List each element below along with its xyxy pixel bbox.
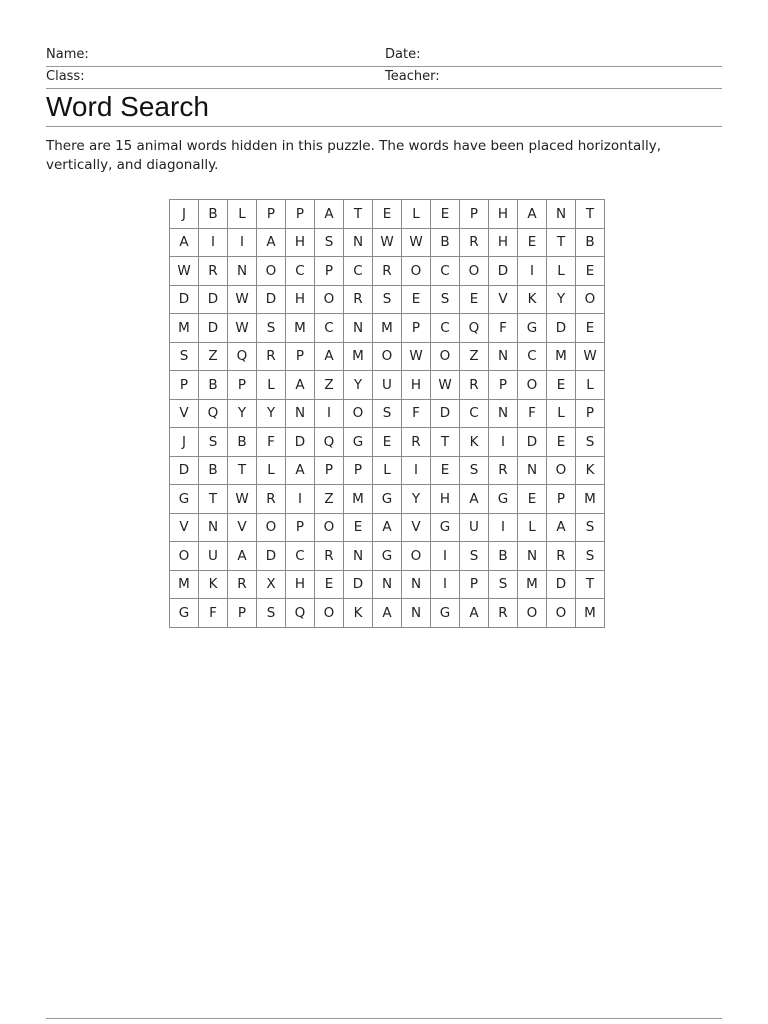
grid-cell: R — [199, 257, 228, 286]
grid-row — [170, 485, 605, 514]
grid-cell: T — [431, 428, 460, 457]
title-divider — [46, 126, 722, 127]
grid-cell: P — [402, 314, 431, 343]
grid-cell: P — [489, 371, 518, 400]
grid-cell: R — [344, 285, 373, 314]
grid-cell: O — [257, 513, 286, 542]
grid-row — [170, 200, 605, 229]
grid-cell: N — [547, 200, 576, 229]
grid-cell: H — [402, 371, 431, 400]
grid-cell: P — [257, 200, 286, 229]
grid-cell: U — [460, 513, 489, 542]
grid-cell: E — [547, 371, 576, 400]
grid-cell: G — [170, 599, 199, 628]
grid-cell: O — [547, 599, 576, 628]
grid-cell: K — [344, 599, 373, 628]
grid-cell: M — [518, 570, 547, 599]
grid-cell: N — [199, 513, 228, 542]
grid-cell: I — [431, 542, 460, 571]
grid-cell: C — [344, 257, 373, 286]
grid-cell: H — [489, 228, 518, 257]
grid-cell: G — [344, 428, 373, 457]
grid-cell: D — [170, 456, 199, 485]
grid-row — [170, 428, 605, 457]
grid-cell: T — [576, 570, 605, 599]
grid-cell: N — [402, 570, 431, 599]
grid-cell: D — [199, 285, 228, 314]
grid-cell: W — [170, 257, 199, 286]
grid-cell: V — [228, 513, 257, 542]
grid-cell: M — [170, 314, 199, 343]
grid-cell: S — [199, 428, 228, 457]
grid-cell: E — [402, 285, 431, 314]
grid-cell: P — [344, 456, 373, 485]
instructions-text: There are 15 animal words hidden in this puzzle. The words have been placed horizontally, vertically, and diagonally. — [46, 138, 662, 173]
grid-cell: O — [518, 371, 547, 400]
grid-cell: M — [576, 485, 605, 514]
grid-cell: Q — [199, 399, 228, 428]
grid-cell: R — [315, 542, 344, 571]
grid-cell: Q — [315, 428, 344, 457]
grid-row — [170, 371, 605, 400]
grid-cell: T — [199, 485, 228, 514]
grid-cell: D — [199, 314, 228, 343]
grid-cell: E — [431, 200, 460, 229]
grid-cell: B — [431, 228, 460, 257]
grid-cell: B — [228, 428, 257, 457]
grid-cell: A — [547, 513, 576, 542]
grid-cell: R — [489, 456, 518, 485]
date-label: Date: — [385, 47, 421, 62]
grid-row — [170, 570, 605, 599]
grid-row — [170, 285, 605, 314]
grid-cell: E — [373, 200, 402, 229]
grid-cell: O — [170, 542, 199, 571]
grid-cell: O — [315, 285, 344, 314]
grid-cell: U — [199, 542, 228, 571]
grid-cell: C — [286, 542, 315, 571]
grid-cell: T — [576, 200, 605, 229]
grid-cell: V — [489, 285, 518, 314]
grid-row — [170, 342, 605, 371]
grid-row — [170, 513, 605, 542]
grid-cell: K — [576, 456, 605, 485]
grid-cell: P — [170, 371, 199, 400]
grid-cell: R — [489, 599, 518, 628]
grid-cell: L — [373, 456, 402, 485]
grid-cell: S — [431, 285, 460, 314]
grid-cell: S — [576, 513, 605, 542]
grid-cell: M — [547, 342, 576, 371]
grid-cell: N — [344, 314, 373, 343]
grid-cell: C — [518, 342, 547, 371]
teacher-label: Teacher: — [385, 69, 440, 84]
grid-cell: P — [286, 342, 315, 371]
grid-cell: K — [199, 570, 228, 599]
grid-cell: M — [286, 314, 315, 343]
grid-cell: I — [402, 456, 431, 485]
class-label: Class: — [46, 69, 85, 84]
class-teacher-row — [46, 66, 722, 89]
grid-cell: K — [460, 428, 489, 457]
grid-cell: L — [228, 200, 257, 229]
grid-cell: C — [315, 314, 344, 343]
grid-cell: V — [170, 399, 199, 428]
grid-cell: D — [170, 285, 199, 314]
name-date-row — [46, 44, 722, 67]
grid-cell: P — [547, 485, 576, 514]
grid-cell: Z — [460, 342, 489, 371]
grid-cell: W — [576, 342, 605, 371]
grid-cell: O — [547, 456, 576, 485]
grid-cell: D — [286, 428, 315, 457]
grid-cell: O — [402, 542, 431, 571]
grid-cell: S — [373, 285, 402, 314]
grid-cell: A — [373, 513, 402, 542]
grid-cell: O — [373, 342, 402, 371]
grid-cell: A — [286, 371, 315, 400]
grid-cell: H — [286, 570, 315, 599]
grid-cell: Q — [286, 599, 315, 628]
grid-cell: S — [489, 570, 518, 599]
grid-cell: A — [315, 200, 344, 229]
grid-cell: Y — [344, 371, 373, 400]
grid-row — [170, 456, 605, 485]
grid-cell: X — [257, 570, 286, 599]
grid-cell: G — [431, 599, 460, 628]
grid-cell: S — [170, 342, 199, 371]
grid-cell: J — [170, 200, 199, 229]
grid-cell: W — [431, 371, 460, 400]
grid-cell: G — [170, 485, 199, 514]
grid-cell: A — [286, 456, 315, 485]
grid-cell: R — [402, 428, 431, 457]
grid-cell: E — [373, 428, 402, 457]
grid-cell: I — [489, 513, 518, 542]
grid-cell: E — [431, 456, 460, 485]
grid-cell: I — [199, 228, 228, 257]
grid-cell: E — [518, 228, 547, 257]
grid-cell: Z — [315, 485, 344, 514]
grid-cell: E — [576, 314, 605, 343]
grid-cell: R — [547, 542, 576, 571]
grid-cell: P — [228, 599, 257, 628]
grid-cell: N — [286, 399, 315, 428]
grid-cell: N — [344, 542, 373, 571]
grid-cell: G — [373, 542, 402, 571]
grid-cell: C — [286, 257, 315, 286]
grid-cell: Q — [228, 342, 257, 371]
grid-cell: Y — [228, 399, 257, 428]
grid-cell: Z — [315, 371, 344, 400]
grid-cell: W — [373, 228, 402, 257]
grid-cell: L — [257, 371, 286, 400]
grid-cell: C — [431, 257, 460, 286]
grid-cell: F — [489, 314, 518, 343]
grid-cell: R — [228, 570, 257, 599]
grid-cell: D — [489, 257, 518, 286]
grid-cell: P — [460, 200, 489, 229]
grid-cell: P — [315, 257, 344, 286]
grid-cell: N — [402, 599, 431, 628]
grid-cell: L — [547, 399, 576, 428]
grid-cell: S — [257, 599, 286, 628]
grid-cell: Q — [460, 314, 489, 343]
grid-cell: R — [460, 371, 489, 400]
grid-cell: A — [257, 228, 286, 257]
grid-cell: A — [518, 200, 547, 229]
grid-cell: U — [373, 371, 402, 400]
grid-cell: H — [431, 485, 460, 514]
grid-cell: B — [199, 371, 228, 400]
grid-cell: W — [228, 314, 257, 343]
grid-cell: D — [518, 428, 547, 457]
grid-cell: F — [199, 599, 228, 628]
grid-cell: S — [373, 399, 402, 428]
grid-cell: T — [547, 228, 576, 257]
grid-cell: I — [431, 570, 460, 599]
grid-cell: E — [315, 570, 344, 599]
grid-cell: O — [518, 599, 547, 628]
grid-cell: E — [576, 257, 605, 286]
grid-cell: Y — [257, 399, 286, 428]
grid-cell: S — [460, 542, 489, 571]
grid-cell: D — [257, 542, 286, 571]
grid-cell: D — [257, 285, 286, 314]
grid-cell: M — [170, 570, 199, 599]
grid-cell: B — [199, 456, 228, 485]
grid-cell: S — [257, 314, 286, 343]
grid-cell: O — [431, 342, 460, 371]
grid-cell: F — [402, 399, 431, 428]
grid-cell: Z — [199, 342, 228, 371]
grid-cell: V — [402, 513, 431, 542]
grid-cell: R — [257, 485, 286, 514]
grid-cell: A — [460, 485, 489, 514]
grid-cell: Y — [402, 485, 431, 514]
grid-cell: G — [489, 485, 518, 514]
grid-cell: O — [576, 285, 605, 314]
page-title: Word Search — [46, 91, 209, 122]
grid-cell: O — [460, 257, 489, 286]
grid-cell: N — [489, 399, 518, 428]
grid-cell: J — [170, 428, 199, 457]
grid-cell: C — [460, 399, 489, 428]
grid-cell: D — [344, 570, 373, 599]
grid-cell: A — [170, 228, 199, 257]
grid-cell: F — [257, 428, 286, 457]
grid-cell: P — [315, 456, 344, 485]
grid-cell: L — [402, 200, 431, 229]
grid-cell: P — [576, 399, 605, 428]
grid-row — [170, 228, 605, 257]
grid-cell: G — [373, 485, 402, 514]
grid-cell: D — [547, 314, 576, 343]
grid-cell: M — [344, 485, 373, 514]
grid-cell: W — [402, 228, 431, 257]
grid-row — [170, 399, 605, 428]
grid-cell: I — [489, 428, 518, 457]
grid-cell: L — [576, 371, 605, 400]
grid-cell: S — [460, 456, 489, 485]
grid-cell: T — [228, 456, 257, 485]
grid-cell: M — [576, 599, 605, 628]
grid-cell: S — [315, 228, 344, 257]
grid-cell: C — [431, 314, 460, 343]
grid-cell: N — [518, 542, 547, 571]
grid-cell: W — [402, 342, 431, 371]
grid-cell: E — [460, 285, 489, 314]
grid-row — [170, 257, 605, 286]
grid-cell: S — [576, 428, 605, 457]
grid-cell: I — [228, 228, 257, 257]
grid-cell: H — [286, 285, 315, 314]
grid-row — [170, 599, 605, 628]
grid-cell: E — [344, 513, 373, 542]
grid-cell: A — [460, 599, 489, 628]
grid-row — [170, 542, 605, 571]
grid-cell: O — [257, 257, 286, 286]
grid-cell: A — [315, 342, 344, 371]
grid-cell: O — [344, 399, 373, 428]
grid-cell: K — [518, 285, 547, 314]
grid-cell: A — [228, 542, 257, 571]
grid-cell: E — [518, 485, 547, 514]
grid-cell: P — [460, 570, 489, 599]
grid-cell: H — [286, 228, 315, 257]
footer-divider — [46, 1018, 722, 1019]
grid-cell: G — [518, 314, 547, 343]
grid-cell: B — [576, 228, 605, 257]
grid-cell: N — [518, 456, 547, 485]
grid-cell: A — [373, 599, 402, 628]
grid-cell: N — [489, 342, 518, 371]
grid-cell: O — [402, 257, 431, 286]
grid-cell: P — [286, 513, 315, 542]
grid-cell: P — [286, 200, 315, 229]
grid-row — [170, 314, 605, 343]
grid-cell: L — [547, 257, 576, 286]
grid-cell: D — [547, 570, 576, 599]
grid-cell: O — [315, 513, 344, 542]
grid-cell: M — [373, 314, 402, 343]
grid-cell: P — [228, 371, 257, 400]
grid-cell: T — [344, 200, 373, 229]
grid-cell: N — [373, 570, 402, 599]
grid-cell: I — [315, 399, 344, 428]
grid-cell: W — [228, 485, 257, 514]
grid-cell: B — [489, 542, 518, 571]
word-search-grid — [169, 199, 605, 628]
grid-cell: R — [257, 342, 286, 371]
grid-cell: O — [315, 599, 344, 628]
grid-cell: R — [373, 257, 402, 286]
grid-cell: N — [344, 228, 373, 257]
grid-cell: G — [431, 513, 460, 542]
grid-cell: D — [431, 399, 460, 428]
grid-cell: V — [170, 513, 199, 542]
grid-cell: M — [344, 342, 373, 371]
grid-cell: R — [460, 228, 489, 257]
grid-cell: I — [518, 257, 547, 286]
grid-cell: F — [518, 399, 547, 428]
grid-cell: E — [547, 428, 576, 457]
grid-cell: I — [286, 485, 315, 514]
grid-cell: W — [228, 285, 257, 314]
grid-cell: L — [257, 456, 286, 485]
grid-cell: N — [228, 257, 257, 286]
grid-cell: L — [518, 513, 547, 542]
grid-cell: H — [489, 200, 518, 229]
grid-cell: B — [199, 200, 228, 229]
name-label: Name: — [46, 47, 89, 62]
grid-cell: Y — [547, 285, 576, 314]
grid-cell: S — [576, 542, 605, 571]
